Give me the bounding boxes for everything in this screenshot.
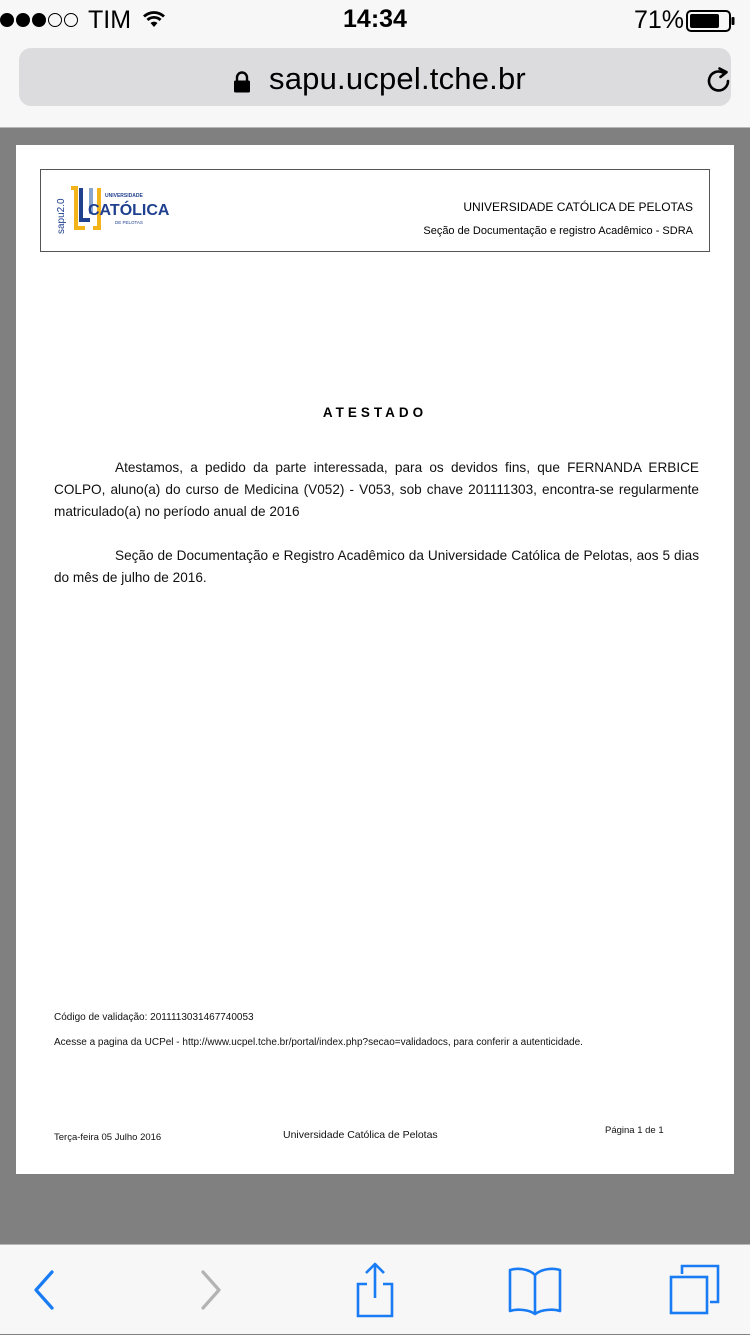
reload-icon[interactable] [704,66,734,101]
document-header [40,169,710,252]
logo-universidade-text: UNIVERSIDADE [105,193,143,199]
battery-icon [686,10,736,37]
tabs-icon [668,1264,722,1316]
footer-page-number: Página 1 de 1 [605,1125,664,1136]
forward-icon [195,1268,225,1312]
logo-sapu-text: sapu2.0 [56,198,67,234]
share-button[interactable] [340,1245,410,1335]
share-icon [353,1262,397,1318]
logo-pelotas-text: DE PELOTAS [115,220,143,225]
url-text: sapu.ucpel.tche.br [269,61,526,96]
forward-button[interactable] [175,1245,245,1335]
address-bar[interactable] [19,48,731,106]
header-university-name: UNIVERSIDADE CATÓLICA DE PELOTAS [463,200,693,214]
battery-percentage: 71% [633,6,684,34]
document-page [16,145,734,1174]
university-logo [55,184,170,238]
address-bar-area [0,40,750,128]
issuing-office-paragraph: Seção de Documentação e Registro Acadêmico da Universidade Católica de Pelotas, aos 5 dias do mês de julho de 2016. [54,548,699,585]
lock-icon [233,71,251,98]
status-bar [0,0,750,40]
back-icon [30,1268,60,1312]
logo-catolica-text: CATÓLICA [88,202,170,219]
bookmarks-button[interactable] [500,1245,570,1335]
carrier-name: TIM [88,6,132,34]
browser-toolbar [0,1244,750,1334]
footer-date: Terça-feira 05 Julho 2016 [54,1132,162,1143]
header-section-name: Seção de Documentação e registro Acadêmico - SDRA [423,225,693,237]
footer-university: Universidade Católica de Pelotas [283,1129,438,1141]
bookmarks-icon [508,1265,562,1315]
clock: 14:34 [343,5,407,33]
validation-code: Código de validação: 2011113031467740053 [54,1012,254,1023]
attestation-paragraph: Atestamos, a pedido da parte interessada, para os devidos fins, que FERNANDA ERBICE COLPO, aluno(a) do curso de Medicina (V052) - V053, sob chave 201111303, encontra-se regularmente matriculado(a) no período anual de 2016 [54,460,699,519]
back-button[interactable] [10,1245,80,1335]
tabs-button[interactable] [660,1245,730,1335]
authenticity-instructions: Acesse a pagina da UCPel - http://www.ucpel.tche.br/portal/index.php?secao=validadocs, para conferir a autenticidade. [54,1037,583,1048]
document-title: ATESTADO [322,405,428,420]
